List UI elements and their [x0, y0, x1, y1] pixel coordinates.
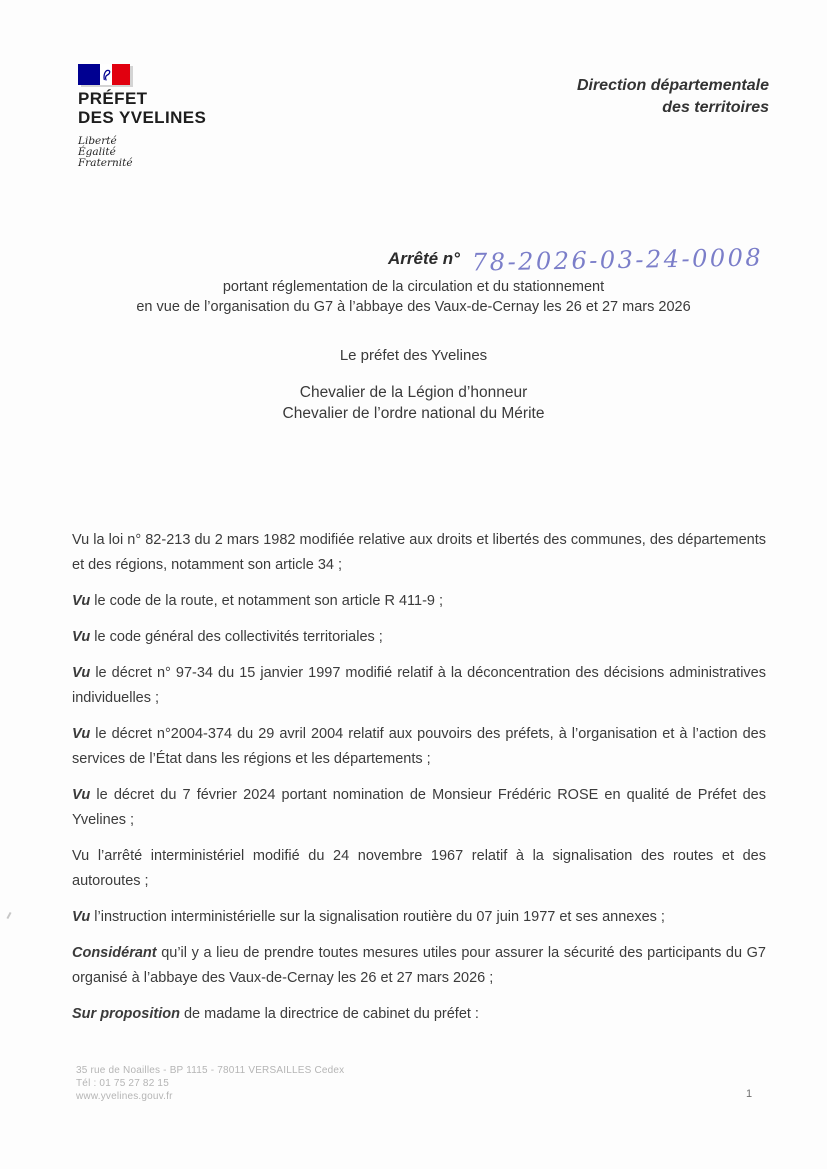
vu-clause-instruction-1977: Vu l’instruction interministérielle sur la signalisation routière du 07 juin 1977 et ses annexes ;: [72, 909, 665, 925]
republic-motto: [78, 136, 206, 169]
prefet-title-line: Le préfet des Yvelines: [339, 347, 488, 364]
clause-lead: Vu: [72, 532, 90, 548]
document-header: [78, 64, 769, 169]
arrete-subtitle-line1: portant réglementation de la circulation et du stationnement: [222, 279, 605, 295]
prefecture-logo: [78, 64, 206, 169]
clause-lead: Vu: [72, 909, 91, 925]
service-line2: des territoires: [662, 99, 769, 116]
service-line1: Direction départementale: [576, 77, 769, 94]
clause-lead: Considérant: [72, 945, 157, 961]
vu-clause-code-route: Vu le code de la route, et notamment son article R 411-9 ;: [72, 593, 444, 609]
prefecture-name-line1: PRÉFET: [78, 89, 148, 108]
title-block: [0, 243, 827, 317]
motto-fraternite: Fraternité: [78, 157, 133, 169]
prefecture-name: [78, 90, 206, 127]
clause-lead: Vu: [72, 593, 91, 609]
honor-line1: Chevalier de la Légion d’honneur: [299, 384, 528, 401]
french-flag-icon: [78, 64, 130, 85]
arrete-number-line: [0, 243, 827, 278]
issuing-service: [577, 75, 769, 119]
arrete-subtitle-line2: en vue de l’organisation du G7 à l’abbaye des Vaux-de-Cernay les 26 et 27 mars 2026: [136, 298, 691, 315]
vu-clause-decret-2004-374: Vu le décret n°2004-374 du 29 avril 2004 relatif aux pouvoirs des préfets, à l’organisation et à l’action des services de l’État dans les régions et les départements ;: [72, 726, 766, 767]
footer-phone: Tél : 01 75 27 82 15: [76, 1078, 169, 1089]
arrete-label: Arrêté n°: [388, 249, 460, 268]
clause-lead: Vu: [72, 726, 91, 742]
clause-lead: Vu: [72, 787, 91, 803]
motto-egalite: Égalité: [78, 146, 116, 158]
prefecture-name-line2: DES YVELINES: [78, 107, 207, 127]
considerant-clause: Considérant qu’il y a lieu de prendre toutes mesures utiles pour assurer la sécurité des participants du G7 organisé à l’abbaye des Vaux-de-Cernay les 26 et 27 mars 2026 ;: [72, 945, 766, 986]
vu-clause-code-collectivites: Vu le code général des collectivités territoriales ;: [72, 629, 383, 645]
honors-block: [0, 382, 827, 424]
motto-liberte: Liberté: [78, 135, 117, 147]
vu-clause-decret-97-34: Vu le décret n° 97-34 du 15 janvier 1997 modifié relatif à la déconcentration des décisions administratives individuelles ;: [72, 665, 766, 706]
clause-lead: Sur proposition: [72, 1006, 180, 1022]
honor-line2: Chevalier de l’ordre national du Mérite: [282, 405, 545, 422]
salutation-block: [0, 346, 827, 424]
flag-red-band: [112, 64, 130, 85]
sur-proposition-clause: Sur proposition de madame la directrice de cabinet du préfet :: [72, 1006, 479, 1022]
document-footer: [76, 1064, 344, 1103]
document-body: [72, 528, 766, 1038]
vu-clause-loi-82-213: Vu la loi n° 82-213 du 2 mars 1982 modifiée relative aux droits et libertés des communes, des départements et des régions, notamment son article 34 ;: [72, 532, 766, 573]
vu-clause-arrete-1967: Vu l’arrêté interministériel modifié du 24 novembre 1967 relatif à la signalisation des routes et des autoroutes ;: [72, 848, 766, 889]
vu-clause-decret-nomination: Vu le décret du 7 février 2024 portant nomination de Monsieur Frédéric ROSE en qualité de Préfet des Yvelines ;: [72, 787, 766, 828]
marianne-icon: [101, 66, 112, 84]
footer-address: 35 rue de Noailles - BP 1115 - 78011 VERSAILLES Cedex: [76, 1065, 345, 1076]
footer-website: www.yvelines.gouv.fr: [76, 1091, 173, 1102]
clause-lead: Vu: [72, 848, 90, 864]
flag-white-band: [100, 64, 112, 85]
handwritten-arrete-number: 78-2026-03-24-0008: [472, 243, 764, 277]
scan-speck: [6, 912, 11, 919]
clause-lead: Vu: [72, 629, 91, 645]
flag-blue-band: [78, 64, 100, 85]
page-number: 1: [746, 1088, 753, 1100]
clause-lead: Vu: [72, 665, 91, 681]
